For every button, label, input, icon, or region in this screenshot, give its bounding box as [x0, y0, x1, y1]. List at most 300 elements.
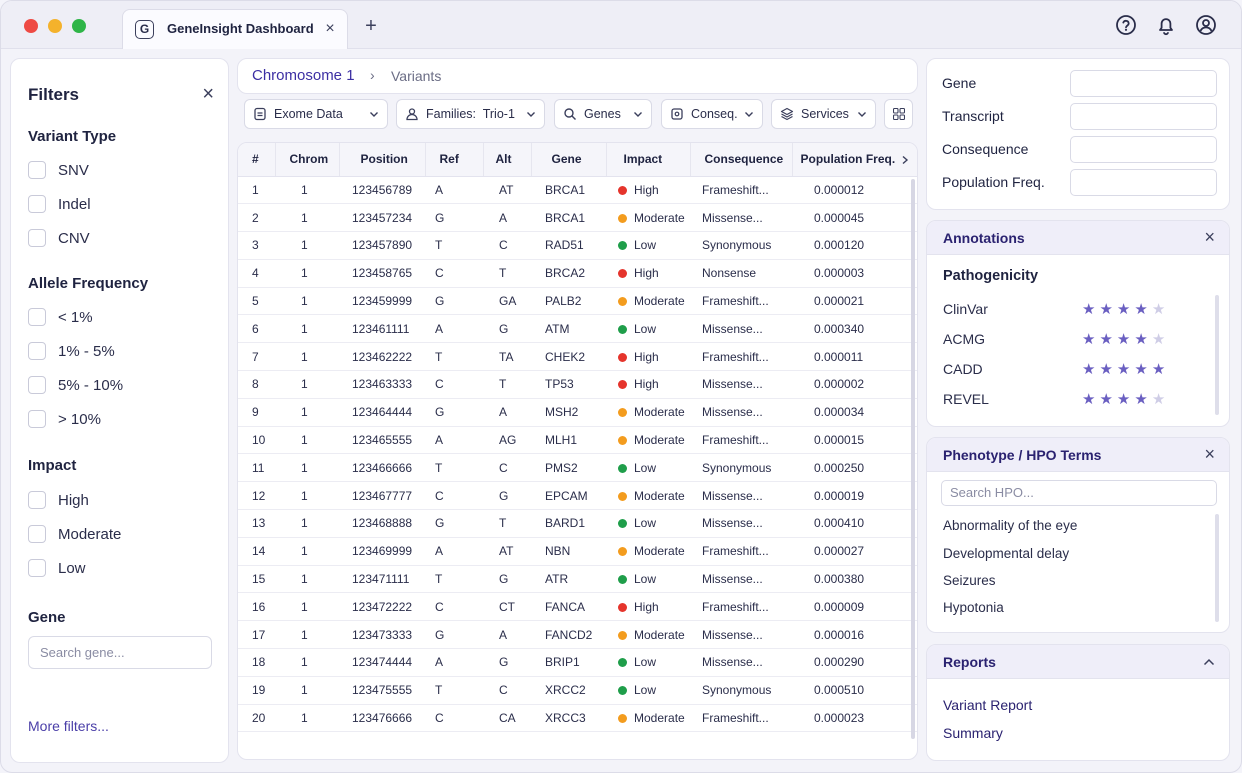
table-row[interactable]: [238, 649, 918, 677]
table-cell: 20: [252, 711, 266, 726]
table-cell: G: [435, 405, 445, 420]
checkbox-label: 5% - 10%: [58, 376, 124, 394]
consequence-field[interactable]: [1070, 136, 1217, 163]
checkbox-label: Low: [58, 559, 86, 577]
chevron-up-icon[interactable]: [1203, 657, 1215, 667]
table-cell: 1: [301, 377, 308, 392]
table-cell: A: [499, 627, 508, 642]
table-cell: Synonymous: [702, 460, 772, 475]
hpo-term[interactable]: Hypotonia: [943, 600, 1004, 615]
help-icon[interactable]: [1115, 14, 1137, 36]
impact-label: Low: [634, 683, 657, 698]
impact-indicator: [618, 325, 627, 334]
table-cell: 123473333: [352, 627, 413, 642]
impact-label: High: [634, 349, 659, 364]
phenotype-panel: [926, 437, 1230, 633]
consequence-field-label: Consequence: [942, 141, 1029, 157]
checkbox-impact-high[interactable]: [28, 490, 89, 510]
table-cell: 0.000023: [814, 711, 865, 726]
table-cell: 1: [301, 349, 308, 364]
impact-label: Low: [634, 238, 657, 253]
table-cell: XRCC3: [545, 711, 586, 726]
grid-view-icon: [893, 108, 905, 120]
phenotype-title: Phenotype / HPO Terms: [943, 447, 1102, 463]
table-cell: 123461111: [352, 321, 410, 336]
checkbox-cnv[interactable]: [28, 228, 90, 248]
hpo-term[interactable]: Developmental delay: [943, 546, 1070, 561]
checkbox-box[interactable]: [28, 308, 46, 326]
column-header[interactable]: Impact: [606, 143, 690, 176]
table-cell: 10: [252, 433, 266, 448]
star-icon: ★: [1099, 331, 1117, 348]
pathogenicity-score-row: [943, 300, 1183, 320]
star-icon: ★: [1116, 331, 1135, 348]
scroll-columns-right-icon[interactable]: [900, 155, 910, 165]
checkbox-indel[interactable]: [28, 194, 91, 214]
table-cell: 1: [301, 683, 308, 698]
transcript-field[interactable]: [1070, 103, 1217, 130]
gene-field[interactable]: [1070, 70, 1217, 97]
more-filters-link[interactable]: More filters...: [28, 718, 109, 734]
variants-table-panel: [237, 142, 918, 760]
genes-label: Genes: [584, 107, 621, 121]
table-cell: Missense...: [702, 488, 763, 503]
star-rating: [1082, 390, 1169, 408]
table-cell: [606, 510, 690, 538]
table-cell: BRIP1: [545, 655, 580, 670]
consequence-label: Conseq.: [691, 107, 738, 121]
table-cell: TA: [499, 349, 514, 364]
checkbox-box[interactable]: [28, 229, 46, 247]
table-cell: [606, 454, 690, 482]
table-row[interactable]: [238, 426, 918, 454]
checkbox-af-5-10[interactable]: [28, 375, 123, 395]
table-cell: T: [499, 516, 507, 531]
table-cell: 1: [301, 294, 308, 309]
table-cell: 123468888: [352, 516, 413, 531]
families-label: Families: Trio-1: [426, 107, 515, 121]
table-cell: CA: [499, 711, 516, 726]
window-maximize-button[interactable]: [72, 19, 86, 33]
population-freq-field-label: Population Freq.: [942, 174, 1045, 190]
table-cell: [606, 259, 690, 287]
table-cell: 0.000002: [814, 377, 865, 392]
table-cell: 5: [252, 294, 259, 309]
table-row[interactable]: [238, 176, 918, 204]
impact-indicator: [618, 241, 627, 250]
checkbox-label: CNV: [58, 229, 90, 247]
hpo-term[interactable]: Abnormality of the eye: [943, 518, 1078, 533]
table-cell: 1: [301, 460, 308, 475]
table-row[interactable]: [238, 398, 918, 426]
allele-frequency-title: Allele Frequency: [28, 275, 149, 292]
table-scrollbar[interactable]: [911, 179, 915, 739]
star-icon: ★: [1134, 361, 1152, 378]
app-logo-icon: G: [135, 20, 154, 39]
star-icon: ★: [1151, 391, 1170, 408]
impact-label: Moderate: [634, 210, 685, 225]
table-cell: T: [499, 266, 507, 281]
table-cell: 1: [301, 182, 308, 197]
table-header-row: [238, 143, 918, 176]
window-minimize-button[interactable]: [48, 19, 62, 33]
table-cell: C: [499, 460, 508, 475]
checkbox-box[interactable]: [28, 410, 46, 428]
hpo-term[interactable]: Seizures: [943, 573, 996, 588]
impact-indicator: [618, 436, 627, 445]
table-cell: AT: [499, 544, 514, 559]
table-cell: 12: [252, 488, 266, 503]
table-cell: Frameshift...: [702, 182, 769, 197]
checkbox-impact-low[interactable]: [28, 558, 86, 578]
column-header[interactable]: #: [238, 143, 275, 176]
table-cell: MLH1: [545, 433, 578, 448]
star-icon: ★: [1134, 331, 1152, 348]
table-cell: BARD1: [545, 516, 586, 531]
annotations-panel: [926, 220, 1230, 427]
table-cell: A: [435, 321, 444, 336]
checkbox-af-lt1[interactable]: [28, 307, 93, 327]
column-header[interactable]: Chrom: [275, 143, 339, 176]
table-cell: 9: [252, 405, 259, 420]
table-row[interactable]: [238, 232, 918, 260]
star-rating: [1082, 300, 1169, 318]
table-cell: MSH2: [545, 405, 579, 420]
table-cell: XRCC2: [545, 683, 586, 698]
new-tab-button[interactable]: +: [365, 15, 377, 37]
pathogenicity-score-row: [943, 330, 1183, 350]
table-cell: PALB2: [545, 294, 582, 309]
chevron-down-icon: [857, 109, 867, 119]
impact-indicator: [618, 492, 627, 501]
table-cell: Frameshift...: [702, 349, 769, 364]
table-cell: [606, 482, 690, 510]
impact-indicator: [618, 547, 627, 556]
column-header[interactable]: Ref: [425, 143, 483, 176]
table-cell: 1: [301, 516, 308, 531]
table-cell: Synonymous: [702, 238, 772, 253]
gene-field-label: Gene: [942, 75, 977, 91]
table-row[interactable]: [238, 259, 918, 287]
score-source-name: CADD: [943, 361, 983, 377]
impact-label: High: [634, 182, 659, 197]
column-header[interactable]: Gene: [531, 143, 606, 176]
summary-link[interactable]: Summary: [943, 725, 1003, 741]
table-cell: 123466666: [352, 460, 413, 475]
table-cell: 123462222: [352, 349, 413, 364]
table-cell: Frameshift...: [702, 544, 769, 559]
checkbox-label: SNV: [58, 161, 89, 179]
table-cell: 1: [301, 238, 308, 253]
table-cell: Frameshift...: [702, 711, 769, 726]
table-row[interactable]: [238, 315, 918, 343]
star-icon: ★: [1151, 361, 1170, 378]
table-cell: A: [435, 655, 444, 670]
tab-title: GeneInsight Dashboard: [167, 21, 314, 36]
star-icon: ★: [1099, 391, 1117, 408]
impact-label: Low: [634, 572, 657, 587]
table-row[interactable]: [238, 565, 918, 593]
table-cell: 1: [301, 433, 308, 448]
services-label: Services: [801, 107, 849, 121]
checkbox-box[interactable]: [28, 559, 46, 577]
population-freq-field[interactable]: [1070, 169, 1217, 196]
table-cell: Missense...: [702, 321, 763, 336]
checkbox-box[interactable]: [28, 342, 46, 360]
table-cell: Missense...: [702, 516, 763, 531]
search-icon: [563, 107, 577, 121]
grid-view-button[interactable]: [884, 99, 913, 129]
pathogenicity-score-row: [943, 360, 1183, 380]
star-icon: ★: [1082, 361, 1100, 378]
table-cell: C: [435, 488, 444, 503]
table-row[interactable]: [238, 343, 918, 371]
table-cell: Nonsense: [702, 266, 757, 281]
checkbox-label: Moderate: [58, 525, 122, 543]
table-cell: 0.000120: [814, 238, 865, 253]
table-cell: Missense...: [702, 655, 763, 670]
table-cell: 0.000380: [814, 572, 865, 587]
table-row[interactable]: [238, 454, 918, 482]
impact-title: Impact: [28, 457, 77, 474]
checkbox-af-1-5[interactable]: [28, 341, 115, 361]
checkbox-box[interactable]: [28, 525, 46, 543]
table-cell: 123476666: [352, 711, 413, 726]
title-bar: [1, 1, 1242, 49]
table-cell: 123474444: [352, 655, 413, 670]
impact-indicator: [618, 269, 627, 278]
table-cell: 123465555: [352, 433, 413, 448]
families-dropdown[interactable]: [396, 99, 545, 129]
table-cell: CHEK2: [545, 349, 586, 364]
table-cell: [606, 371, 690, 399]
table-cell: T: [435, 238, 443, 253]
table-row[interactable]: [238, 621, 918, 649]
star-icon: ★: [1151, 331, 1170, 348]
impact-indicator: [618, 519, 627, 528]
table-cell: PMS2: [545, 460, 578, 475]
table-cell: GA: [499, 294, 517, 309]
table-row[interactable]: [238, 287, 918, 315]
table-cell: Missense...: [702, 627, 763, 642]
annotations-title: Annotations: [943, 230, 1025, 246]
table-cell: 0.000250: [814, 460, 865, 475]
table-cell: 17: [252, 627, 266, 642]
impact-label: Moderate: [634, 405, 685, 420]
table-cell: C: [435, 599, 444, 614]
services-dropdown[interactable]: [771, 99, 876, 129]
genes-dropdown[interactable]: [554, 99, 652, 129]
impact-indicator: [618, 408, 627, 417]
table-row[interactable]: [238, 676, 918, 704]
table-cell: T: [435, 460, 443, 475]
impact-label: Moderate: [634, 544, 685, 559]
table-cell: 1: [301, 572, 308, 587]
table-cell: ATM: [545, 321, 570, 336]
table-cell: [606, 398, 690, 426]
checkbox-box[interactable]: [28, 195, 46, 213]
variant-report-link[interactable]: Variant Report: [943, 697, 1033, 713]
star-icon: ★: [1116, 361, 1135, 378]
layers-icon: [780, 107, 794, 121]
database-icon: [253, 107, 267, 121]
checkbox-snv[interactable]: [28, 160, 89, 180]
chevron-down-icon: [744, 109, 754, 119]
breadcrumb-chromosome[interactable]: Chromosome 1: [252, 67, 355, 84]
browser-tab[interactable]: [122, 9, 348, 49]
table-row[interactable]: [238, 537, 918, 565]
filters-title: Filters: [28, 85, 80, 104]
gene-filter-title: Gene: [28, 609, 66, 626]
table-cell: 0.000045: [814, 210, 865, 225]
reports-title: Reports: [943, 654, 996, 670]
annotations-close-icon[interactable]: ×: [1204, 227, 1215, 247]
column-header[interactable]: Alt: [483, 143, 531, 176]
table-cell: Missense...: [702, 572, 763, 587]
impact-label: Low: [634, 321, 657, 336]
table-cell: [606, 537, 690, 565]
table-row[interactable]: [238, 704, 918, 732]
variant-type-title: Variant Type: [28, 128, 117, 145]
table-row[interactable]: [238, 510, 918, 538]
table-cell: G: [435, 627, 445, 642]
table-cell: 0.000340: [814, 321, 865, 336]
score-source-name: REVEL: [943, 391, 989, 407]
exome-data-dropdown[interactable]: [244, 99, 388, 129]
table-cell: 8: [252, 377, 259, 392]
table-cell: 123463333: [352, 377, 413, 392]
filters-panel: [10, 58, 229, 763]
breadcrumb-separator: ›: [370, 67, 375, 83]
tab-close-icon[interactable]: ×: [325, 20, 335, 37]
table-cell: C: [499, 238, 508, 253]
table-cell: 11: [252, 460, 265, 475]
phenotype-header: [927, 438, 1229, 472]
table-cell: [606, 204, 690, 232]
table-cell: A: [435, 182, 444, 197]
table-cell: [606, 426, 690, 454]
table-cell: Frameshift...: [702, 294, 769, 309]
table-cell: 1: [301, 711, 308, 726]
impact-indicator: [618, 631, 627, 640]
table-cell: 123469999: [352, 544, 413, 559]
table-cell: C: [499, 683, 508, 698]
table-row[interactable]: [238, 482, 918, 510]
impact-label: Moderate: [634, 433, 685, 448]
impact-label: High: [634, 377, 659, 392]
pathogenicity-score-row: [943, 390, 1183, 410]
impact-label: Moderate: [634, 488, 685, 503]
table-cell: 123458765: [352, 266, 413, 281]
window-close-button[interactable]: [24, 19, 38, 33]
column-header[interactable]: Position: [339, 143, 425, 176]
gene-search-input[interactable]: Search gene...: [28, 636, 212, 669]
column-header[interactable]: Population Freq.: [792, 143, 918, 176]
table-cell: C: [435, 266, 444, 281]
table-row[interactable]: [238, 204, 918, 232]
checkbox-box[interactable]: [28, 491, 46, 509]
table-row[interactable]: [238, 593, 918, 621]
table-cell: Frameshift...: [702, 599, 769, 614]
checkbox-box[interactable]: [28, 161, 46, 179]
checkbox-box[interactable]: [28, 376, 46, 394]
star-icon: ★: [1134, 301, 1152, 318]
consequence-dropdown[interactable]: [661, 99, 763, 129]
variant-detail-form: [926, 58, 1230, 210]
impact-indicator: [618, 297, 627, 306]
star-icon: ★: [1116, 301, 1135, 318]
checkbox-label: > 10%: [58, 410, 101, 428]
bell-icon[interactable]: [1155, 14, 1177, 36]
table-row[interactable]: [238, 371, 918, 399]
star-icon: ★: [1082, 331, 1100, 348]
table-cell: [606, 232, 690, 260]
checkbox-label: High: [58, 491, 89, 509]
star-icon: ★: [1099, 301, 1117, 318]
star-icon: ★: [1099, 361, 1117, 378]
impact-indicator: [618, 603, 627, 612]
filters-close-icon[interactable]: ×: [202, 83, 214, 105]
table-cell: BRCA2: [545, 266, 586, 281]
chevron-down-icon: [526, 109, 536, 119]
table-cell: FANCA: [545, 599, 586, 614]
chevron-down-icon: [633, 109, 643, 119]
table-cell: 0.000027: [814, 544, 865, 559]
table-cell: 0.000011: [814, 349, 864, 364]
column-header[interactable]: Consequence: [690, 143, 792, 176]
annotations-scrollbar[interactable]: [1215, 295, 1219, 415]
reports-header[interactable]: [927, 645, 1229, 679]
checkbox-label: 1% - 5%: [58, 342, 115, 360]
table-cell: Synonymous: [702, 683, 772, 698]
table-cell: T: [435, 349, 443, 364]
impact-label: High: [634, 266, 659, 281]
table-cell: BRCA1: [545, 182, 586, 197]
table-cell: 123475555: [352, 683, 413, 698]
table-cell: CT: [499, 599, 515, 614]
table-cell: 3: [252, 238, 259, 253]
table-cell: 15: [252, 572, 266, 587]
score-source-name: ACMG: [943, 331, 985, 347]
table-cell: 7: [252, 349, 259, 364]
breadcrumb-variants: Variants: [391, 68, 442, 84]
impact-indicator: [618, 686, 627, 695]
table-cell: 0.000410: [814, 516, 865, 531]
table-cell: 1: [301, 210, 308, 225]
phenotype-close-icon[interactable]: ×: [1204, 444, 1215, 464]
table-cell: [606, 649, 690, 677]
checkbox-label: Indel: [58, 195, 91, 213]
table-cell: 1: [252, 182, 259, 197]
phenotype-scrollbar[interactable]: [1215, 514, 1219, 622]
table-cell: 123456789: [352, 182, 413, 197]
table-cell: [606, 176, 690, 204]
table-cell: 18: [252, 655, 266, 670]
table-cell: 1: [301, 321, 308, 336]
table-cell: 0.000034: [814, 405, 865, 420]
hpo-search-input[interactable]: Search HPO...: [941, 480, 1217, 506]
table-cell: BRCA1: [545, 210, 586, 225]
user-account-icon[interactable]: [1195, 14, 1217, 36]
table-cell: 0.000012: [814, 182, 865, 197]
table-cell: 16: [252, 599, 266, 614]
table-cell: ATR: [545, 572, 569, 587]
checkbox-af-gt10[interactable]: [28, 409, 101, 429]
impact-label: Low: [634, 655, 657, 670]
annotations-header: [927, 221, 1229, 255]
checkbox-impact-moderate[interactable]: [28, 524, 121, 544]
table-cell: C: [435, 711, 444, 726]
